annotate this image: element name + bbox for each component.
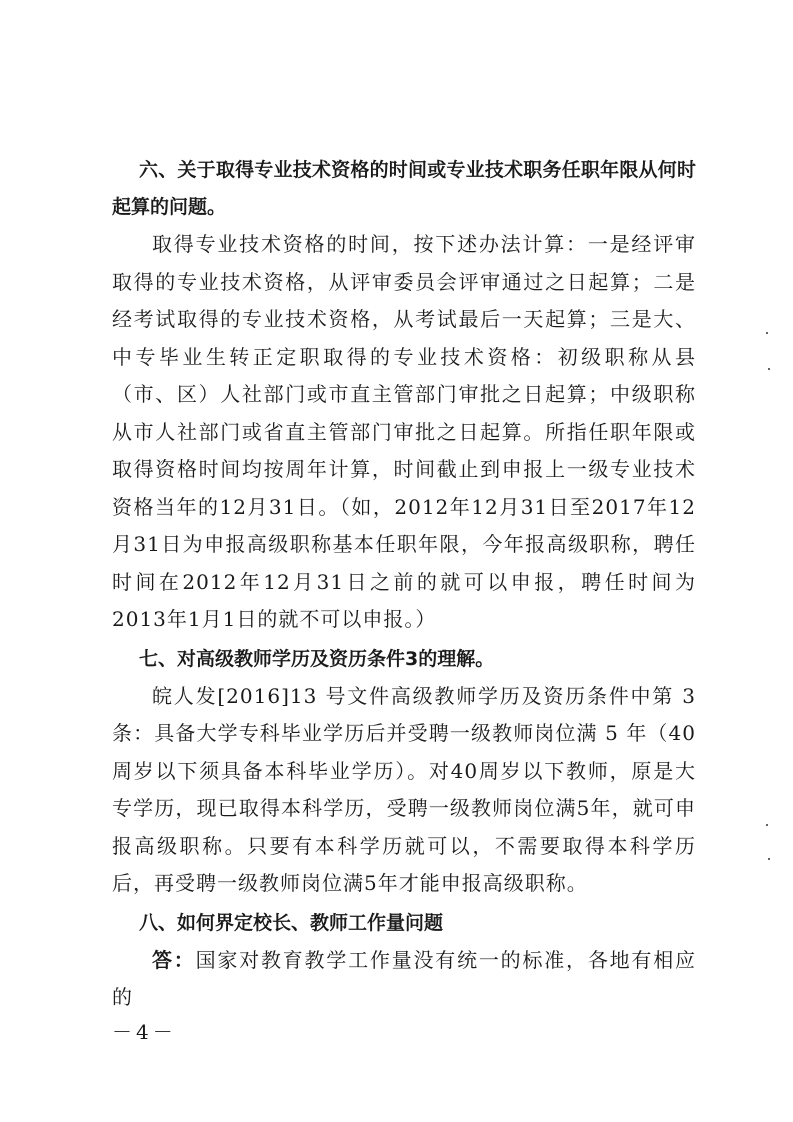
scan-speck	[766, 332, 768, 334]
scan-speck	[768, 858, 770, 860]
section-6-heading: 六、关于取得专业技术资格的时间或专业技术职务任职年限从何时起算的问题。	[112, 159, 696, 218]
section-8-body	[112, 942, 696, 1017]
section-8-text: 国家对教育教学工作量没有统一的标准，各地有相应的	[112, 947, 697, 1009]
answer-label: 答：	[152, 947, 196, 972]
section-8-heading: 八、如何界定校长、教师工作量问题	[139, 911, 444, 934]
page-number: －4－	[112, 1020, 177, 1044]
document-body	[112, 152, 696, 1017]
scan-speck	[766, 824, 768, 826]
section-7-body: 皖人发[2016]13 号文件高级教师学历及资历条件中第 3条：具备大学专科毕业学历后并受聘一级教师岗位满 5 年（40周岁以下须具备本科毕业学历）。对40周岁以下教师，原是大专学历，现已取得本科学历，受聘一级教师岗位满5年，就可申报高级职称。只要有本科学历就可以，不需要取得本科学历后，再受聘一级教师岗位满5年才能申报高级职称。	[112, 683, 696, 895]
section-6-body: 取得专业技术资格的时间，按下述办法计算：一是经评审取得的专业技术资格，从评审委员会评审通过之日起算；二是经考试取得的专业技术资格，从考试最后一天起算；三是大、中专毕业生转正定职取得的专业技术资格：初级职称从县（市、区）人社部门或市直主管部门审批之日起算；中级职称从市人社部门或省直主管部门审批之日起算。所指任职年限或取得资格时间均按周年计算，时间截止到申报上一级专业技术资格当年的12月31日。（如，2012年12月31日至2017年12月31日为申报高级职称基本任职年限，今年报高级职称，聘任时间在2012年12月31日之前的就可以申报，聘任时间为2013年1月1日的就不可以申报。）	[112, 232, 696, 631]
section-7-heading: 七、对高级教师学历及资历条件3的理解。	[139, 647, 495, 670]
scan-speck	[768, 368, 770, 370]
